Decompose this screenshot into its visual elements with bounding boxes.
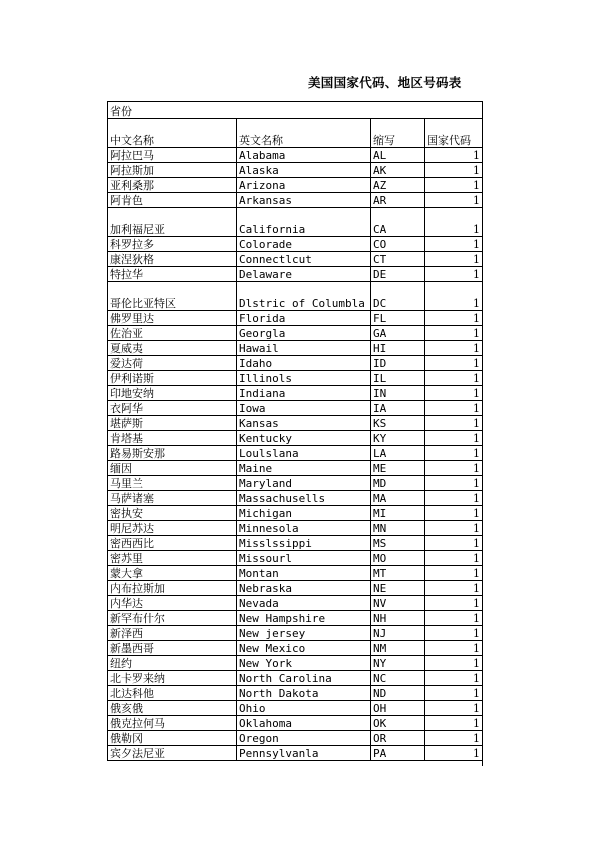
- country-code: 1: [425, 267, 483, 282]
- country-code: 1: [425, 566, 483, 581]
- state-name-en: Colorade: [237, 237, 371, 252]
- state-abbr: FL: [371, 311, 425, 326]
- state-abbr: KY: [371, 431, 425, 446]
- state-name-en: Delaware: [237, 267, 371, 282]
- state-abbr: MD: [371, 476, 425, 491]
- state-name-en: Alabama: [237, 148, 371, 163]
- state-name-zh: 哥伦比亚特区: [108, 282, 237, 311]
- country-code: 1: [425, 476, 483, 491]
- state-name-zh: 阿拉斯加: [108, 163, 237, 178]
- country-code: 1: [425, 446, 483, 461]
- state-abbr: NC: [371, 671, 425, 686]
- state-abbr: NE: [371, 581, 425, 596]
- state-name-zh: 亚利桑那: [108, 178, 237, 193]
- state-abbr: HI: [371, 341, 425, 356]
- country-code: 1: [425, 356, 483, 371]
- state-name-zh: 路易斯安那: [108, 446, 237, 461]
- state-name-zh: 肯塔基: [108, 431, 237, 446]
- state-name-en: Loulslana: [237, 446, 371, 461]
- country-code: 1: [425, 461, 483, 476]
- country-code: 1: [425, 611, 483, 626]
- state-name-en: Idaho: [237, 356, 371, 371]
- state-name-en: Nevada: [237, 596, 371, 611]
- state-name-zh: 马里兰: [108, 476, 237, 491]
- state-abbr: DC: [371, 282, 425, 311]
- state-abbr: LA: [371, 446, 425, 461]
- page-title: 美国国家代码、地区号码表: [308, 75, 462, 90]
- country-code: 1: [425, 386, 483, 401]
- state-name-en: New York: [237, 656, 371, 671]
- state-name-zh: 俄克拉何马: [108, 716, 237, 731]
- state-abbr: MA: [371, 491, 425, 506]
- state-name-zh: 密苏里: [108, 551, 237, 566]
- state-abbr: MS: [371, 536, 425, 551]
- state-name-en: Iowa: [237, 401, 371, 416]
- state-name-en: Minnesola: [237, 521, 371, 536]
- country-code: 1: [425, 311, 483, 326]
- country-code: 1: [425, 416, 483, 431]
- table-right-edge: [482, 101, 483, 766]
- state-abbr: PA: [371, 746, 425, 761]
- state-abbr: NY: [371, 656, 425, 671]
- state-abbr: NM: [371, 641, 425, 656]
- state-abbr: ID: [371, 356, 425, 371]
- country-code: 1: [425, 506, 483, 521]
- state-name-zh: 印地安纳: [108, 386, 237, 401]
- state-name-zh: 新泽西: [108, 626, 237, 641]
- state-name-en: Dlstric of Columbla: [237, 282, 371, 311]
- country-code: 1: [425, 341, 483, 356]
- state-name-en: New Mexico: [237, 641, 371, 656]
- state-abbr: CA: [371, 208, 425, 237]
- state-name-zh: 宾夕法尼亚: [108, 746, 237, 761]
- country-code: 1: [425, 282, 483, 311]
- state-abbr: ME: [371, 461, 425, 476]
- state-name-zh: 密执安: [108, 506, 237, 521]
- state-abbr: AZ: [371, 178, 425, 193]
- country-code: 1: [425, 237, 483, 252]
- state-name-zh: 科罗拉多: [108, 237, 237, 252]
- province-label: 省份: [108, 102, 483, 119]
- country-code: 1: [425, 326, 483, 341]
- state-name-en: Georgla: [237, 326, 371, 341]
- state-abbr: OH: [371, 701, 425, 716]
- state-abbr: AK: [371, 163, 425, 178]
- header-zh: 中文名称: [108, 119, 237, 148]
- state-name-zh: 加利福尼亚: [108, 208, 237, 237]
- header-en: 英文名称: [237, 119, 371, 148]
- state-name-en: North Carolina: [237, 671, 371, 686]
- header-abbr: 缩写: [371, 119, 425, 148]
- state-name-en: Connectlcut: [237, 252, 371, 267]
- state-name-zh: 新罕布什尔: [108, 611, 237, 626]
- country-code: 1: [425, 148, 483, 163]
- state-name-zh: 康涅狄格: [108, 252, 237, 267]
- state-name-en: New Hampshire: [237, 611, 371, 626]
- country-code: 1: [425, 208, 483, 237]
- country-code: 1: [425, 716, 483, 731]
- header-code: 国家代码: [425, 119, 483, 148]
- state-abbr: NH: [371, 611, 425, 626]
- country-code: 1: [425, 163, 483, 178]
- state-name-zh: 内华达: [108, 596, 237, 611]
- state-abbr: OK: [371, 716, 425, 731]
- state-name-zh: 明尼苏达: [108, 521, 237, 536]
- state-name-en: Hawail: [237, 341, 371, 356]
- country-code: 1: [425, 401, 483, 416]
- country-code: 1: [425, 746, 483, 761]
- state-name-en: Massachusells: [237, 491, 371, 506]
- country-code: 1: [425, 491, 483, 506]
- state-name-en: Kentucky: [237, 431, 371, 446]
- country-code: 1: [425, 371, 483, 386]
- state-name-en: Missourl: [237, 551, 371, 566]
- state-name-zh: 佛罗里达: [108, 311, 237, 326]
- state-name-zh: 伊利诺斯: [108, 371, 237, 386]
- state-name-en: New jersey: [237, 626, 371, 641]
- state-abbr: MI: [371, 506, 425, 521]
- state-name-zh: 爱达荷: [108, 356, 237, 371]
- state-name-en: Arkansas: [237, 193, 371, 208]
- country-code: 1: [425, 701, 483, 716]
- state-name-en: Kansas: [237, 416, 371, 431]
- state-name-en: North Dakota: [237, 686, 371, 701]
- country-code: 1: [425, 641, 483, 656]
- country-code: 1: [425, 626, 483, 641]
- state-name-en: Nebraska: [237, 581, 371, 596]
- state-abbr: IL: [371, 371, 425, 386]
- state-name-en: Maryland: [237, 476, 371, 491]
- state-abbr: KS: [371, 416, 425, 431]
- state-name-zh: 缅因: [108, 461, 237, 476]
- country-code: 1: [425, 731, 483, 746]
- country-code: 1: [425, 581, 483, 596]
- state-name-en: Pennsylvanla: [237, 746, 371, 761]
- state-name-en: Arizona: [237, 178, 371, 193]
- state-abbr: GA: [371, 326, 425, 341]
- state-abbr: AL: [371, 148, 425, 163]
- state-name-en: Montan: [237, 566, 371, 581]
- state-name-en: Ohio: [237, 701, 371, 716]
- state-abbr: NV: [371, 596, 425, 611]
- state-name-en: Maine: [237, 461, 371, 476]
- state-abbr: ND: [371, 686, 425, 701]
- state-name-en: Illinols: [237, 371, 371, 386]
- state-name-zh: 佐治亚: [108, 326, 237, 341]
- state-name-zh: 阿拉巴马: [108, 148, 237, 163]
- state-abbr: MO: [371, 551, 425, 566]
- state-name-en: Oklahoma: [237, 716, 371, 731]
- country-code: 1: [425, 431, 483, 446]
- state-abbr: IA: [371, 401, 425, 416]
- state-name-zh: 纽约: [108, 656, 237, 671]
- state-name-en: Oregon: [237, 731, 371, 746]
- state-name-zh: 俄勒冈: [108, 731, 237, 746]
- state-abbr: CT: [371, 252, 425, 267]
- state-abbr: OR: [371, 731, 425, 746]
- state-name-zh: 阿肯色: [108, 193, 237, 208]
- page-right-margin: [483, 95, 600, 795]
- state-name-zh: 蒙大拿: [108, 566, 237, 581]
- state-abbr: MT: [371, 566, 425, 581]
- state-name-zh: 北达科他: [108, 686, 237, 701]
- country-code: 1: [425, 178, 483, 193]
- state-name-zh: 衣阿华: [108, 401, 237, 416]
- state-name-zh: 密西西比: [108, 536, 237, 551]
- state-name-en: Florida: [237, 311, 371, 326]
- state-name-zh: 特拉华: [108, 267, 237, 282]
- country-code: 1: [425, 596, 483, 611]
- state-abbr: MN: [371, 521, 425, 536]
- state-name-en: California: [237, 208, 371, 237]
- state-name-zh: 北卡罗来纳: [108, 671, 237, 686]
- state-abbr: DE: [371, 267, 425, 282]
- state-abbr: AR: [371, 193, 425, 208]
- state-name-zh: 堪萨斯: [108, 416, 237, 431]
- state-abbr: NJ: [371, 626, 425, 641]
- state-abbr: CO: [371, 237, 425, 252]
- state-name-zh: 俄亥俄: [108, 701, 237, 716]
- country-code: 1: [425, 536, 483, 551]
- country-code: 1: [425, 686, 483, 701]
- state-name-zh: 新墨西哥: [108, 641, 237, 656]
- country-code: 1: [425, 671, 483, 686]
- state-name-zh: 夏威夷: [108, 341, 237, 356]
- state-abbr: IN: [371, 386, 425, 401]
- state-name-en: Alaska: [237, 163, 371, 178]
- state-name-en: Michigan: [237, 506, 371, 521]
- country-code: 1: [425, 551, 483, 566]
- state-name-en: Indiana: [237, 386, 371, 401]
- country-code: 1: [425, 193, 483, 208]
- country-code: 1: [425, 521, 483, 536]
- country-code: 1: [425, 252, 483, 267]
- country-code: 1: [425, 656, 483, 671]
- state-name-zh: 内布拉斯加: [108, 581, 237, 596]
- state-name-zh: 马萨诸塞: [108, 491, 237, 506]
- state-name-en: Misslssippi: [237, 536, 371, 551]
